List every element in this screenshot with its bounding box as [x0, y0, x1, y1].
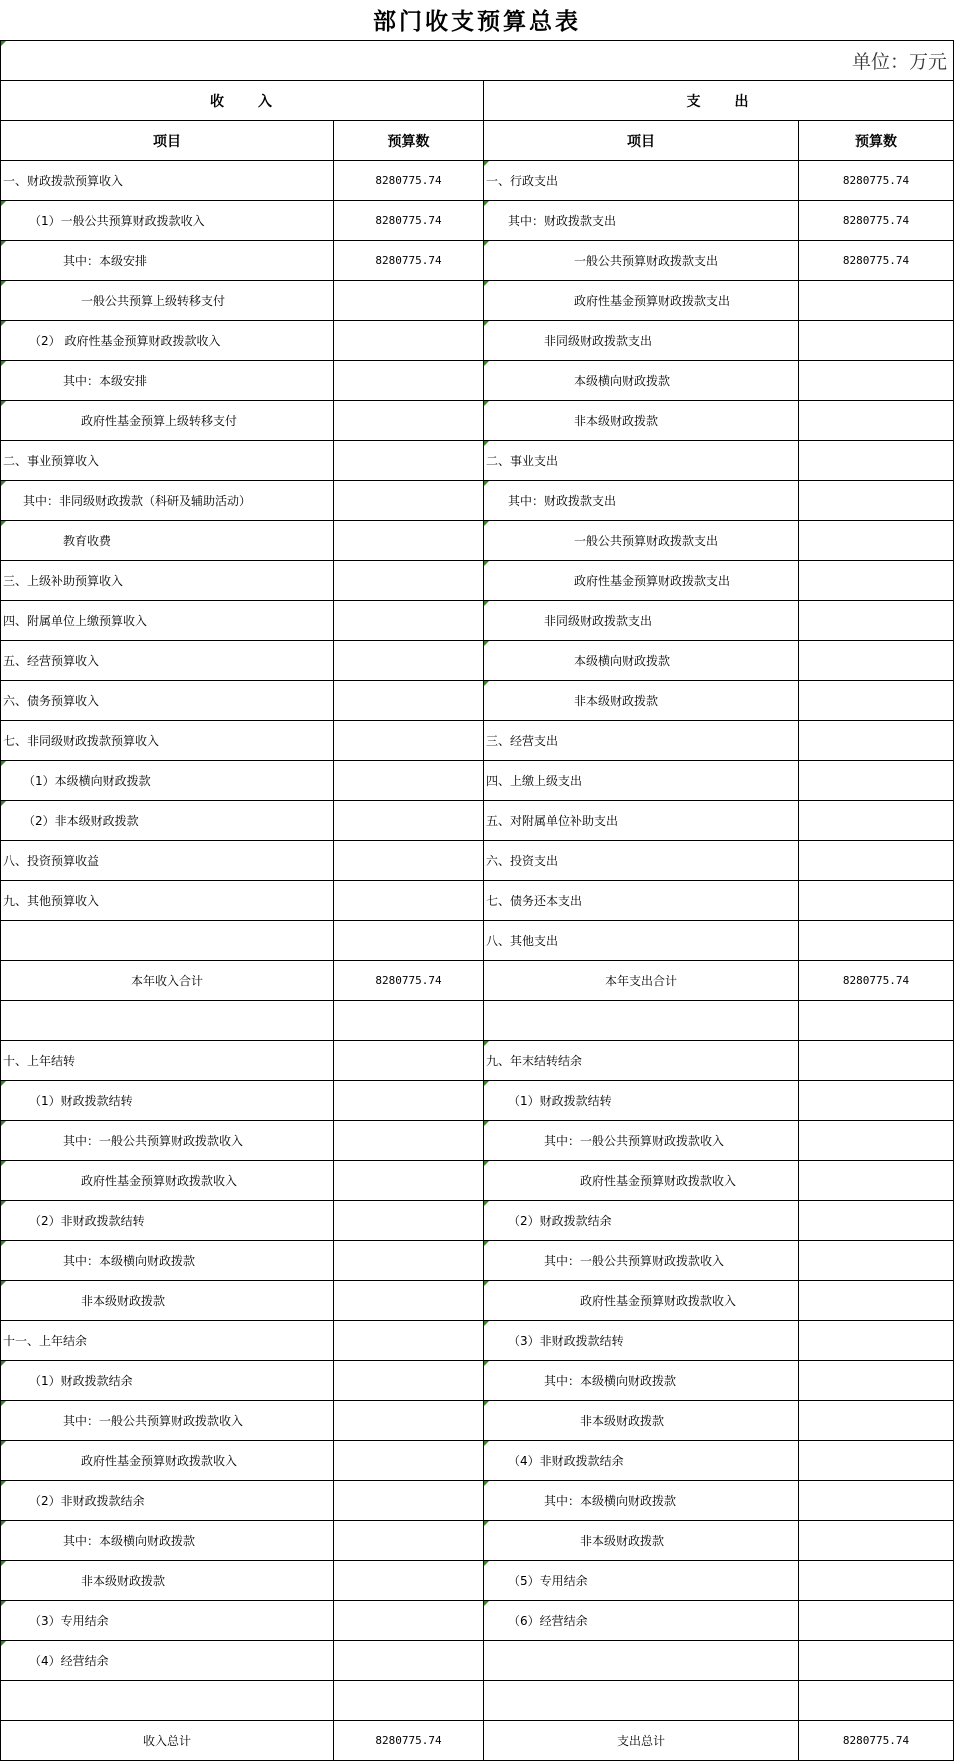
expense-amount-cell [799, 561, 954, 601]
table-row [1, 1001, 954, 1041]
expense-item-cell: 八、其他支出 [484, 921, 799, 961]
income-item-cell [1, 1681, 334, 1721]
expense-amount-cell [799, 1321, 954, 1361]
income-item-cell: 一、财政拨款预算收入 [1, 161, 334, 201]
expense-item-cell: （3）非财政拨款结转 [484, 1321, 799, 1361]
income-item-cell: （1）一般公共预算财政拨款收入 [1, 201, 334, 241]
expense-item-cell: （6）经营结余 [484, 1601, 799, 1641]
table-row [1, 401, 954, 441]
expense-amount-cell [799, 1441, 954, 1481]
table-row [1, 841, 954, 881]
unit-label: 单位：万元 [1, 41, 954, 81]
income-amount-cell [334, 721, 484, 761]
table-row [1, 1561, 954, 1601]
expense-amount-cell [799, 1481, 954, 1521]
expense-amount-cell: 8280775.74 [799, 161, 954, 201]
income-amount-cell [334, 1561, 484, 1601]
income-amount-cell [334, 1401, 484, 1441]
expense-amount-cell [799, 1601, 954, 1641]
column-header-row [1, 121, 954, 161]
expense-amount-cell [799, 1561, 954, 1601]
income-amount-cell [334, 1041, 484, 1081]
table-row [1, 681, 954, 721]
income-amount-cell [334, 1441, 484, 1481]
income-amount-cell: 8280775.74 [334, 201, 484, 241]
expense-amount-cell [799, 481, 954, 521]
expense-amount-cell [799, 1361, 954, 1401]
table-row [1, 1361, 954, 1401]
expense-section-header: 支 出 [484, 81, 954, 121]
table-row [1, 1681, 954, 1721]
expense-amount-cell [799, 801, 954, 841]
table-row [1, 1081, 954, 1121]
expense-amount-cell [799, 1121, 954, 1161]
income-amount-cell [334, 641, 484, 681]
expense-item-cell: 二、事业支出 [484, 441, 799, 481]
expense-amount-cell: 8280775.74 [799, 961, 954, 1001]
income-item-cell: 三、上级补助预算收入 [1, 561, 334, 601]
expense-amount-cell [799, 1401, 954, 1441]
income-item-cell: （2）非本级财政拨款 [1, 801, 334, 841]
income-item-cell: 其中：一般公共预算财政拨款收入 [1, 1401, 334, 1441]
income-item-cell: 一般公共预算上级转移支付 [1, 281, 334, 321]
table-row [1, 961, 954, 1001]
table-row [1, 921, 954, 961]
section-header-row [1, 81, 954, 121]
expense-item-cell: 本年支出合计 [484, 961, 799, 1001]
income-amount-cell [334, 801, 484, 841]
income-item-cell: （1）财政拨款结转 [1, 1081, 334, 1121]
income-item-cell: 五、经营预算收入 [1, 641, 334, 681]
expense-amount-header: 预算数 [799, 121, 954, 161]
income-amount-cell [334, 441, 484, 481]
income-amount-cell [334, 1641, 484, 1681]
expense-amount-cell [799, 1081, 954, 1121]
expense-item-cell [484, 1641, 799, 1681]
expense-amount-cell: 8280775.74 [799, 1721, 954, 1761]
income-item-cell: 政府性基金预算上级转移支付 [1, 401, 334, 441]
income-amount-cell [334, 561, 484, 601]
expense-item-cell: 政府性基金预算财政拨款收入 [484, 1161, 799, 1201]
expense-item-cell: 三、经营支出 [484, 721, 799, 761]
table-row [1, 1401, 954, 1441]
income-item-cell: 十一、上年结余 [1, 1321, 334, 1361]
income-item-cell: （1）本级横向财政拨款 [1, 761, 334, 801]
table-row [1, 1601, 954, 1641]
income-item-cell: 其中：非同级财政拨款（科研及辅助活动） [1, 481, 334, 521]
table-row [1, 561, 954, 601]
income-amount-cell [334, 361, 484, 401]
expense-item-cell: 六、投资支出 [484, 841, 799, 881]
table-row [1, 1481, 954, 1521]
income-item-cell: 其中：本级横向财政拨款 [1, 1521, 334, 1561]
table-row [1, 881, 954, 921]
expense-amount-cell [799, 881, 954, 921]
expense-amount-cell [799, 761, 954, 801]
expense-amount-cell [799, 321, 954, 361]
expense-item-cell: 四、上缴上级支出 [484, 761, 799, 801]
unit-row [1, 41, 954, 81]
income-amount-cell: 8280775.74 [334, 241, 484, 281]
table-row [1, 1281, 954, 1321]
table-row [1, 1521, 954, 1561]
income-item-cell: （3）专用结余 [1, 1601, 334, 1641]
expense-item-cell: 其中：财政拨款支出 [484, 481, 799, 521]
table-row [1, 201, 954, 241]
expense-item-cell: 其中：一般公共预算财政拨款收入 [484, 1241, 799, 1281]
expense-item-cell: 政府性基金预算财政拨款支出 [484, 281, 799, 321]
expense-item-cell: （2）财政拨款结余 [484, 1201, 799, 1241]
income-amount-cell [334, 1521, 484, 1561]
table-row [1, 1121, 954, 1161]
table-row [1, 481, 954, 521]
expense-amount-cell: 8280775.74 [799, 201, 954, 241]
expense-amount-cell [799, 641, 954, 681]
income-item-cell: 八、投资预算收益 [1, 841, 334, 881]
income-item-cell: 七、非同级财政拨款预算收入 [1, 721, 334, 761]
income-item-cell [1, 1001, 334, 1041]
income-amount-cell [334, 481, 484, 521]
expense-item-cell: 政府性基金预算财政拨款收入 [484, 1281, 799, 1321]
budget-table [0, 40, 954, 1761]
expense-item-cell: 七、债务还本支出 [484, 881, 799, 921]
income-item-cell: （2）非财政拨款结转 [1, 1201, 334, 1241]
income-item-cell: 收入总计 [1, 1721, 334, 1761]
expense-item-cell: 非同级财政拨款支出 [484, 321, 799, 361]
table-row [1, 241, 954, 281]
income-amount-cell [334, 1081, 484, 1121]
income-item-cell: 四、附属单位上缴预算收入 [1, 601, 334, 641]
expense-amount-cell: 8280775.74 [799, 241, 954, 281]
income-item-cell: （2）非财政拨款结余 [1, 1481, 334, 1521]
income-amount-cell [334, 1001, 484, 1041]
income-item-cell: （4）经营结余 [1, 1641, 334, 1681]
income-item-cell [1, 921, 334, 961]
income-amount-cell [334, 321, 484, 361]
table-row [1, 441, 954, 481]
income-item-cell: 二、事业预算收入 [1, 441, 334, 481]
income-amount-cell [334, 1481, 484, 1521]
income-amount-header: 预算数 [334, 121, 484, 161]
income-item-cell: 十、上年结转 [1, 1041, 334, 1081]
expense-item-cell: 其中：财政拨款支出 [484, 201, 799, 241]
income-amount-cell [334, 681, 484, 721]
expense-amount-cell [799, 601, 954, 641]
income-amount-cell [334, 1281, 484, 1321]
expense-item-cell: 一般公共预算财政拨款支出 [484, 241, 799, 281]
income-amount-cell [334, 521, 484, 561]
table-row [1, 1641, 954, 1681]
income-item-cell: 教育收费 [1, 521, 334, 561]
table-row [1, 1721, 954, 1761]
expense-item-cell: 非本级财政拨款 [484, 401, 799, 441]
expense-amount-cell [799, 841, 954, 881]
income-item-cell: 九、其他预算收入 [1, 881, 334, 921]
expense-amount-cell [799, 1681, 954, 1721]
expense-item-cell: 非同级财政拨款支出 [484, 601, 799, 641]
table-row [1, 521, 954, 561]
income-amount-cell [334, 881, 484, 921]
income-amount-cell [334, 841, 484, 881]
income-amount-cell: 8280775.74 [334, 961, 484, 1001]
table-row [1, 1201, 954, 1241]
expense-item-cell: 支出总计 [484, 1721, 799, 1761]
income-item-cell: 非本级财政拨款 [1, 1561, 334, 1601]
page-title: 部门收支预算总表 [373, 8, 581, 35]
expense-amount-cell [799, 1041, 954, 1081]
expense-item-cell: 其中：本级横向财政拨款 [484, 1361, 799, 1401]
expense-amount-cell [799, 721, 954, 761]
income-amount-cell [334, 1241, 484, 1281]
income-item-cell: 其中：本级横向财政拨款 [1, 1241, 334, 1281]
expense-amount-cell [799, 401, 954, 441]
income-item-cell: 其中：本级安排 [1, 241, 334, 281]
income-amount-cell [334, 281, 484, 321]
expense-amount-cell [799, 1161, 954, 1201]
table-row [1, 361, 954, 401]
expense-item-cell [484, 1001, 799, 1041]
income-item-cell: 政府性基金预算财政拨款收入 [1, 1161, 334, 1201]
income-amount-cell [334, 601, 484, 641]
table-row [1, 601, 954, 641]
expense-item-cell: 其中：一般公共预算财政拨款收入 [484, 1121, 799, 1161]
table-row [1, 1321, 954, 1361]
expense-item-cell: 本级横向财政拨款 [484, 361, 799, 401]
table-row [1, 281, 954, 321]
income-item-cell: 其中：本级安排 [1, 361, 334, 401]
expense-amount-cell [799, 1001, 954, 1041]
expense-amount-cell [799, 1521, 954, 1561]
expense-item-header: 项目 [484, 121, 799, 161]
expense-item-cell: （5）专用结余 [484, 1561, 799, 1601]
income-amount-cell [334, 921, 484, 961]
table-row [1, 801, 954, 841]
income-amount-cell [334, 1601, 484, 1641]
expense-amount-cell [799, 361, 954, 401]
expense-amount-cell [799, 1241, 954, 1281]
table-row [1, 721, 954, 761]
expense-item-cell: （1）财政拨款结转 [484, 1081, 799, 1121]
expense-item-cell [484, 1681, 799, 1721]
table-row [1, 761, 954, 801]
income-amount-cell [334, 401, 484, 441]
income-amount-cell [334, 1681, 484, 1721]
expense-amount-cell [799, 1281, 954, 1321]
income-item-cell: 本年收入合计 [1, 961, 334, 1001]
expense-item-cell: 一般公共预算财政拨款支出 [484, 521, 799, 561]
table-row [1, 321, 954, 361]
table-row [1, 1241, 954, 1281]
expense-item-cell: 本级横向财政拨款 [484, 641, 799, 681]
income-amount-cell [334, 1361, 484, 1401]
income-item-cell: 其中：一般公共预算财政拨款收入 [1, 1121, 334, 1161]
table-row [1, 641, 954, 681]
expense-amount-cell [799, 441, 954, 481]
expense-amount-cell [799, 281, 954, 321]
expense-amount-cell [799, 1201, 954, 1241]
income-amount-cell [334, 1201, 484, 1241]
expense-item-cell: （4）非财政拨款结余 [484, 1441, 799, 1481]
expense-amount-cell [799, 1641, 954, 1681]
income-item-cell: （1）财政拨款结余 [1, 1361, 334, 1401]
income-section-header: 收 入 [1, 81, 484, 121]
expense-item-cell: 非本级财政拨款 [484, 1401, 799, 1441]
table-row [1, 1041, 954, 1081]
expense-item-cell: 其中：本级横向财政拨款 [484, 1481, 799, 1521]
expense-item-cell: 政府性基金预算财政拨款支出 [484, 561, 799, 601]
income-item-header: 项目 [1, 121, 334, 161]
income-item-cell: （2） 政府性基金预算财政拨款收入 [1, 321, 334, 361]
income-amount-cell: 8280775.74 [334, 161, 484, 201]
income-item-cell: 六、债务预算收入 [1, 681, 334, 721]
expense-amount-cell [799, 681, 954, 721]
income-amount-cell [334, 761, 484, 801]
expense-item-cell: 非本级财政拨款 [484, 1521, 799, 1561]
expense-item-cell: 五、对附属单位补助支出 [484, 801, 799, 841]
expense-amount-cell [799, 521, 954, 561]
income-item-cell: 非本级财政拨款 [1, 1281, 334, 1321]
income-item-cell: 政府性基金预算财政拨款收入 [1, 1441, 334, 1481]
expense-item-cell: 九、年末结转结余 [484, 1041, 799, 1081]
income-amount-cell [334, 1321, 484, 1361]
income-amount-cell [334, 1121, 484, 1161]
expense-item-cell: 非本级财政拨款 [484, 681, 799, 721]
table-row [1, 161, 954, 201]
expense-amount-cell [799, 921, 954, 961]
income-amount-cell: 8280775.74 [334, 1721, 484, 1761]
table-row [1, 1161, 954, 1201]
income-amount-cell [334, 1161, 484, 1201]
expense-item-cell: 一、行政支出 [484, 161, 799, 201]
table-row [1, 1441, 954, 1481]
